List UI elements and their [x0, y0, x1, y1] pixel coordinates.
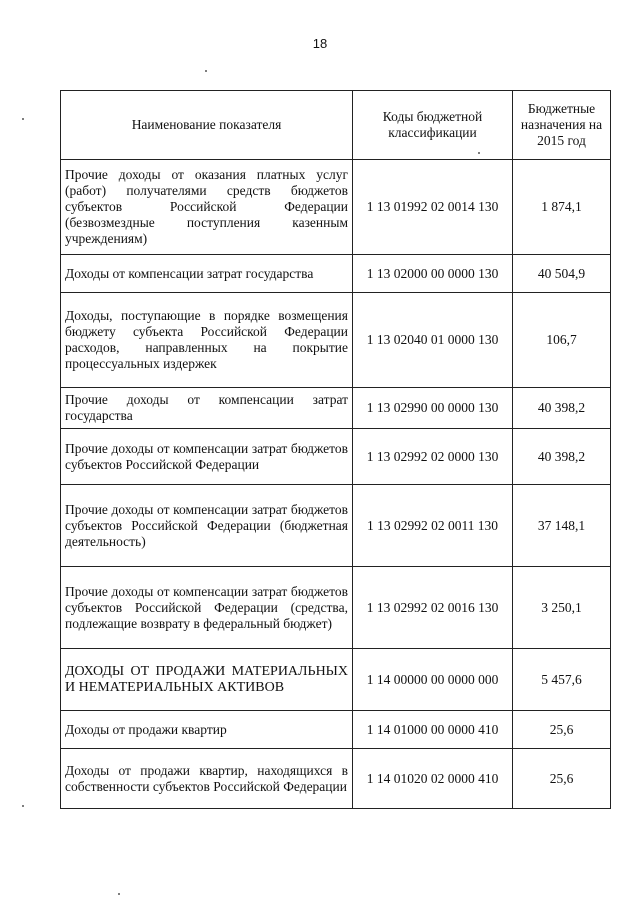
row-amount: 5 457,6	[513, 649, 611, 711]
row-code: 1 13 02040 01 0000 130	[353, 293, 513, 388]
header-amount: Бюджетные назначения на 2015 год	[513, 91, 611, 160]
row-amount: 106,7	[513, 293, 611, 388]
row-amount: 40 398,2	[513, 429, 611, 485]
table-row	[61, 255, 611, 293]
scan-speck	[205, 70, 207, 72]
row-name: Доходы от продажи квартир	[61, 711, 353, 749]
row-code: 1 14 00000 00 0000 000	[353, 649, 513, 711]
row-code: 1 13 01992 02 0014 130	[353, 160, 513, 255]
row-code: 1 13 02992 02 0016 130	[353, 567, 513, 649]
row-code: 1 13 02992 02 0011 130	[353, 485, 513, 567]
table-row	[61, 429, 611, 485]
row-name: Прочие доходы от компенсации затрат бюджетов субъектов Российской Федерации (средства, подлежащие возврату в федеральный бюджет)	[61, 567, 353, 649]
row-amount: 40 398,2	[513, 388, 611, 429]
row-amount: 1 874,1	[513, 160, 611, 255]
table-row	[61, 649, 611, 711]
row-code: 1 13 02992 02 0000 130	[353, 429, 513, 485]
row-name: Доходы от компенсации затрат государства	[61, 255, 353, 293]
row-name: Прочие доходы от компенсации затрат государства	[61, 388, 353, 429]
scan-speck	[22, 805, 24, 807]
row-amount: 25,6	[513, 711, 611, 749]
page-number: 18	[312, 36, 328, 51]
row-name: Прочие доходы от компенсации затрат бюджетов субъектов Российской Федерации (бюджетная деятельность)	[61, 485, 353, 567]
row-code: 1 14 01000 00 0000 410	[353, 711, 513, 749]
row-name: Доходы, поступающие в порядке возмещения бюджету субъекта Российской Федерации расходов, направленных на покрытие процессуальных издержек	[61, 293, 353, 388]
row-amount: 3 250,1	[513, 567, 611, 649]
table-row	[61, 388, 611, 429]
header-name: Наименование показателя	[61, 91, 353, 160]
table-row	[61, 711, 611, 749]
table-row	[61, 567, 611, 649]
budget-table	[60, 90, 611, 809]
row-amount: 25,6	[513, 749, 611, 809]
table-row	[61, 293, 611, 388]
row-name: Прочие доходы от оказания платных услуг (работ) получателями средств бюджетов субъектов Российской Федерации (безвозмездные поступления казенным учреждениям)	[61, 160, 353, 255]
row-amount: 37 148,1	[513, 485, 611, 567]
row-code: 1 13 02000 00 0000 130	[353, 255, 513, 293]
header-code: Коды бюджетной классификации	[353, 91, 513, 160]
scan-speck	[22, 118, 24, 120]
table-row	[61, 749, 611, 809]
row-name: Прочие доходы от компенсации затрат бюджетов субъектов Российской Федерации	[61, 429, 353, 485]
row-name: Доходы от продажи квартир, находящихся в собственности субъектов Российской Федерации	[61, 749, 353, 809]
table-row	[61, 160, 611, 255]
row-amount: 40 504,9	[513, 255, 611, 293]
row-code: 1 14 01020 02 0000 410	[353, 749, 513, 809]
row-name: ДОХОДЫ ОТ ПРОДАЖИ МАТЕРИАЛЬНЫХ И НЕМАТЕРИАЛЬНЫХ АКТИВОВ	[61, 649, 353, 711]
table-row	[61, 485, 611, 567]
table-header-row	[61, 91, 611, 160]
row-code: 1 13 02990 00 0000 130	[353, 388, 513, 429]
scan-speck	[118, 893, 120, 895]
